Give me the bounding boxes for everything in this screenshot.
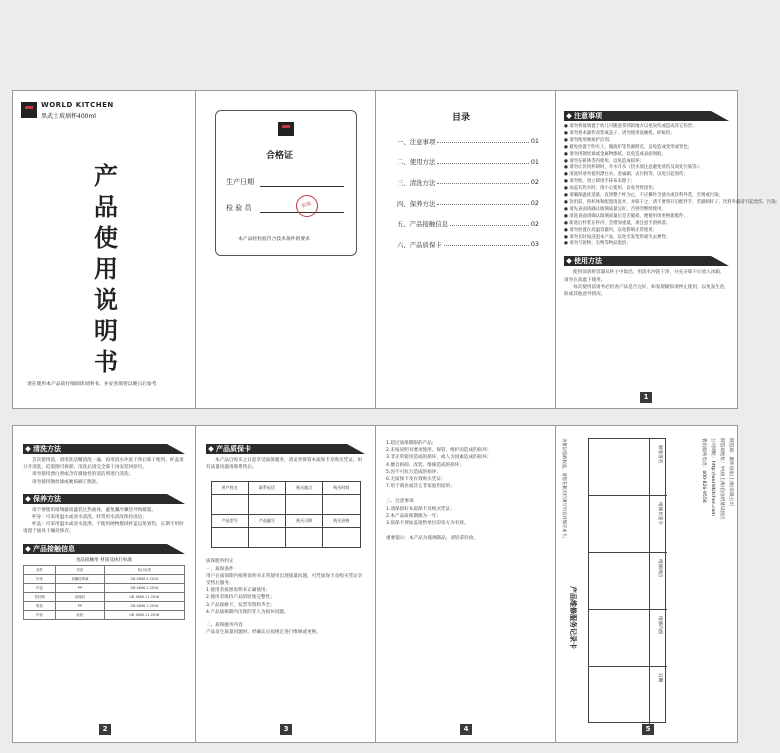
exclusion-item: 3.非正常使用造成的损坏，或人为因素造成的损坏；: [386, 455, 492, 461]
title-char: 产: [94, 162, 118, 190]
toc-item-label: 二、使用方法: [397, 158, 436, 167]
wash-panel: [12, 425, 196, 743]
notice-item: ● 清洗时请勿使用漂白水、金属刷、去污粉等，以免引起划伤；: [564, 172, 688, 178]
title-char: 说: [94, 286, 118, 314]
toc-item[interactable]: [397, 152, 539, 173]
notice-item: ● 加盖有热水时，请小心使用，以免导致烫伤；: [564, 186, 658, 192]
certificate-panel: [195, 90, 376, 409]
title-char: 明: [94, 317, 118, 345]
page-number: 1: [640, 392, 652, 403]
toc-leader: [437, 180, 529, 184]
notice-item: ● 请勿与锐物、尖物等物品混放；: [564, 241, 631, 247]
record-column[interactable]: [589, 667, 667, 724]
toc-item-page: 02: [530, 178, 539, 187]
title-char: 品: [94, 193, 118, 221]
section-header-contact: 产品接触信息: [23, 544, 185, 554]
toc-item-label: 一、注意事项: [397, 137, 436, 146]
notice-item: ● 饮用前，将杯体和配置清洗并，并晾干之，请不要将开启配件手，若避刺杆子，饮料外漏者引起烫伤、污染；: [564, 199, 780, 205]
note-item: 1.请保留好本质保卡及购买凭证；: [386, 506, 455, 512]
wash-text: 首次使用前，请用洗洁精清洗一遍，再用清水冲洗干净后晾干使用。杯盖请分开清洗，硅胶圈可拆卸，清洗后请完全晾干再安装回原位。: [23, 458, 184, 471]
toc-leader: [444, 242, 529, 246]
section-header-warranty: 产品质保卡: [206, 444, 365, 454]
toc-item-label: 四、保养方法: [397, 199, 436, 208]
cover-panel: [12, 90, 196, 409]
warranty-panel: [195, 425, 376, 743]
exclusion-item: 2.未按说明书要求使用、保管、维护而造成的损坏；: [386, 448, 492, 454]
cert-date-line: [260, 186, 344, 187]
record-col-label: 日期: [657, 673, 662, 683]
toc-item-label: 五、产品接触信息: [397, 220, 449, 229]
record-note: 为保证您的权益，请您在相关栏填写内容并保存本卡。: [561, 438, 566, 542]
record-table: [588, 438, 666, 723]
rule-item: 用户在质保期内按照说明书正常使用出现质量问题，可凭质保卡及购买凭证享受售后服务；: [206, 573, 363, 587]
exclusion-item: 4.擅自拆卸、改装、维修造成的损坏；: [386, 462, 464, 468]
table-row: 杯套 硅胶 GB 4806.11-2016: [24, 610, 185, 619]
note-item: 3.质保卡须加盖销售单位印章方为有效。: [386, 521, 469, 527]
toc-leader: [437, 139, 529, 143]
exclusion-item: 1.超过质保期限的产品；: [386, 441, 437, 446]
table-row: 部件 材质 执行标准: [24, 565, 185, 574]
page-number: 3: [280, 724, 292, 735]
usage-text: 使用前请将容器从杯子中取出，用清水冲洗干净，并充分晾干后放入冰箱，请勿在高温下使用。: [564, 270, 725, 283]
cert-date-label: 生产日期: [226, 178, 254, 186]
section-header-wash: 清洗方法: [23, 444, 185, 454]
record-column[interactable]: [589, 496, 667, 553]
exclusions-panel: [375, 425, 556, 743]
toc-item-page: 01: [530, 157, 539, 166]
rule-item: 2.使用者保持产品的原始完整性；: [206, 595, 275, 601]
page-number: 4: [460, 724, 472, 735]
page-number: 5: [642, 724, 654, 735]
notice-item: ● 请勿使用硬质护洁剂；: [564, 137, 614, 143]
rule-item: 4.产品质保期内出现的非人为损坏问题。: [206, 609, 289, 615]
warranty-form: [211, 481, 361, 548]
manufacturer-name: 制造商：康纬居家(上海)有限公司: [728, 438, 733, 506]
material-table-title: 食品接触用 材质及执行标准: [75, 557, 133, 563]
toc-panel: [375, 90, 556, 409]
toc-item-page: 02: [530, 199, 539, 208]
notice-item: ● 请勿将本器件改装或盖子，请勿使用洗碗机、碎纸机；: [564, 130, 675, 136]
title-char: 使: [94, 224, 118, 252]
notice-item: ● 请勿长时间浸泡本产品，以免引发变形或失去弹性；: [564, 234, 671, 240]
toc-leader: [437, 201, 529, 205]
table-row[interactable]: [211, 528, 360, 548]
table-row: 用户姓名 联系电话 购买地点 购买时间: [211, 482, 360, 495]
section-header-usage: 使用方法: [564, 256, 729, 266]
notice-item: ● 避免放置于明火上、微波炉等热源附近，以免造成变形或变色；: [564, 144, 693, 150]
note-item: 2.本产品质保期限为一年；: [386, 513, 441, 519]
care-text: 杯身：可采用温水或清水清洗，经常用水清洗保持清洁；: [32, 515, 147, 521]
record-col-label: 维修员签字: [657, 502, 662, 525]
section-header-care: 保养方法: [23, 494, 185, 504]
toc-list: [397, 131, 539, 255]
record-column[interactable]: [589, 610, 667, 667]
toc-title: 目录: [452, 113, 471, 123]
brand-name: WORLD KITCHEN: [41, 101, 114, 109]
cert-logo: [278, 122, 294, 136]
notices-panel: [555, 90, 780, 409]
notice-item: ● 请勿吹，请立即用手抹布未擦干；: [564, 179, 636, 185]
table-row: 杯身 高硼硅玻璃 GB 4806.5-2016: [24, 574, 185, 583]
rule-item: 3.产品保修卡、发票等资料齐全；: [206, 602, 275, 608]
care-text: 请不要使用玻璃器皿盛装过热液体，避免骤冷骤热导致破裂。: [32, 507, 157, 513]
toc-item[interactable]: [397, 131, 539, 152]
cert-inspector-label: 检 验 员: [226, 204, 252, 212]
title-char: 书: [94, 348, 118, 376]
table-row: 产品型号 产品编号 购买日期 购买价格: [211, 515, 360, 528]
stamp-icon: [296, 195, 318, 217]
rule-item: 产品发生质量问题时，经确认后按规定进行维修或更换。: [206, 630, 321, 636]
notice-item: ● 请先表面请确认玻璃质量完好，否则勿继续使用；: [564, 206, 666, 212]
toc-item-label: 六、产品质保卡: [397, 240, 442, 249]
notice-item: ● 新洗后杯装在杯内，会增加重量，请注意手滑掉落；: [564, 220, 671, 226]
record-title: 产品维修服务记录卡: [569, 586, 577, 649]
notice-item: ● 请勿用钢丝球或金属物擦拭，以免造成表面划痕；: [564, 151, 666, 157]
notice-item: ● 请勿让饮用杯研时，开水开水（热水须注意避免烫伤及高处污染等）；: [564, 165, 704, 171]
notice-item: ● 清洗表面请确认玻璃质量后是否破损，便使用请更换新配件；: [564, 213, 688, 219]
cert-note: 本产品经检验符合技术条件的要求: [238, 237, 310, 242]
toc-item[interactable]: [397, 213, 539, 234]
record-divider: [649, 439, 650, 724]
material-table: [23, 565, 185, 620]
record-column[interactable]: [589, 553, 667, 610]
notice-item: ● 请勿在研钵等内使用，以免造成损坏；: [564, 158, 644, 164]
important-note: 重要提示：本产品为玻璃制品，请轻拿轻放。: [386, 536, 478, 542]
stamp-text: 检验: [301, 200, 313, 210]
toc-item-page: 02: [530, 219, 539, 228]
toc-item[interactable]: [397, 172, 539, 193]
company-website: 公司网址：http://worldkitchen.com: [710, 438, 715, 516]
notice-item: ● 请勿放置在高温容器内，以免影响正常使用；: [564, 227, 658, 233]
table-row: 吸管 PP GB 4806.7-2016: [24, 601, 185, 610]
rule-item: 1.使用者按照说明书正确使用；: [206, 588, 271, 594]
section-header-notices: 注意事项: [564, 111, 729, 121]
warranty-text: 本产品自购买之日起享受质保服务，请妥善保管本质保卡及购买凭证，如有质量问题请联系售后。: [206, 458, 363, 471]
notice-list: [564, 124, 780, 248]
record-col-label: 顾客签名: [657, 445, 662, 464]
cover-footer: 请在使用本产品前仔细阅读说明书，并妥善保管以便日后参考: [27, 382, 157, 387]
table-row: 杯盖 PP GB 4806.7-2016: [24, 583, 185, 592]
exclusion-item: 6.无质保卡及有效购买凭证；: [386, 477, 446, 483]
exclusion-item: 7.用于商业或其它非家庭用途的；: [386, 484, 455, 490]
rules-subtitle: 一、质保条件: [206, 566, 234, 572]
record-col-label: 维修网点: [657, 559, 662, 578]
toc-item-label: 三、清洗方法: [397, 178, 436, 187]
toc-leader: [450, 222, 529, 226]
exclusion-item: 5.因不可抗力造成的损坏；: [386, 469, 441, 475]
record-column[interactable]: [589, 439, 667, 496]
notice-item: ● 请确保温度适量，直到整个杯为止，不应操作含使水或饮料外装，否则或污染；: [564, 193, 723, 199]
care-text: 杯盖：可采用温水或清水洗涤，不使用硬物擦拭杯盖以免划伤，长期不用时请置于通风干燥处保存。: [23, 522, 184, 535]
rules-subtitle: 二、质保服务内容: [206, 623, 243, 629]
toc-item-page: 03: [530, 240, 539, 249]
cover-title: [91, 161, 121, 378]
brand-logo: [21, 102, 37, 118]
service-record-panel: [555, 425, 738, 743]
manufacturer-address: 制造商地址：中国(上海)自由贸易试验区: [719, 438, 724, 520]
toc-leader: [437, 160, 529, 164]
table-row: 密封圈 硅橡胶 GB 4806.11-2016: [24, 592, 185, 601]
notice-item: ● 请勿将玻璃置于幼儿可随意拿到的地方以免误伤或造成其它伤害；: [564, 124, 697, 129]
usage-text: 每次使用前请务必检查产品是否完好，如发现破损请停止使用，以免发生危险或其他意外情况。: [564, 284, 725, 297]
cert-title: 合格证: [266, 151, 294, 161]
rules-title: 质保服务约定: [206, 559, 234, 565]
product-name: 黑武士玻璃杯400ml: [41, 113, 96, 120]
certificate-card: [215, 110, 357, 256]
toc-item[interactable]: [397, 234, 539, 255]
record-col-label: 维修内容: [657, 616, 662, 635]
table-row[interactable]: [211, 495, 360, 515]
page-number: 2: [99, 724, 111, 735]
toc-item-page: 01: [530, 137, 539, 146]
title-char: 用: [94, 255, 118, 283]
wash-text: 请勿使用钢丝球或硬质刷子擦洗。: [32, 479, 101, 485]
wash-text: 请勿使用漂白剂或含有腐蚀性的清洁剂进行清洗；: [32, 472, 134, 478]
toc-item[interactable]: [397, 193, 539, 214]
service-hotline: 售后服务电话：400-826-9558: [701, 438, 706, 503]
notes-section-title: 三、注意事项: [386, 499, 414, 505]
